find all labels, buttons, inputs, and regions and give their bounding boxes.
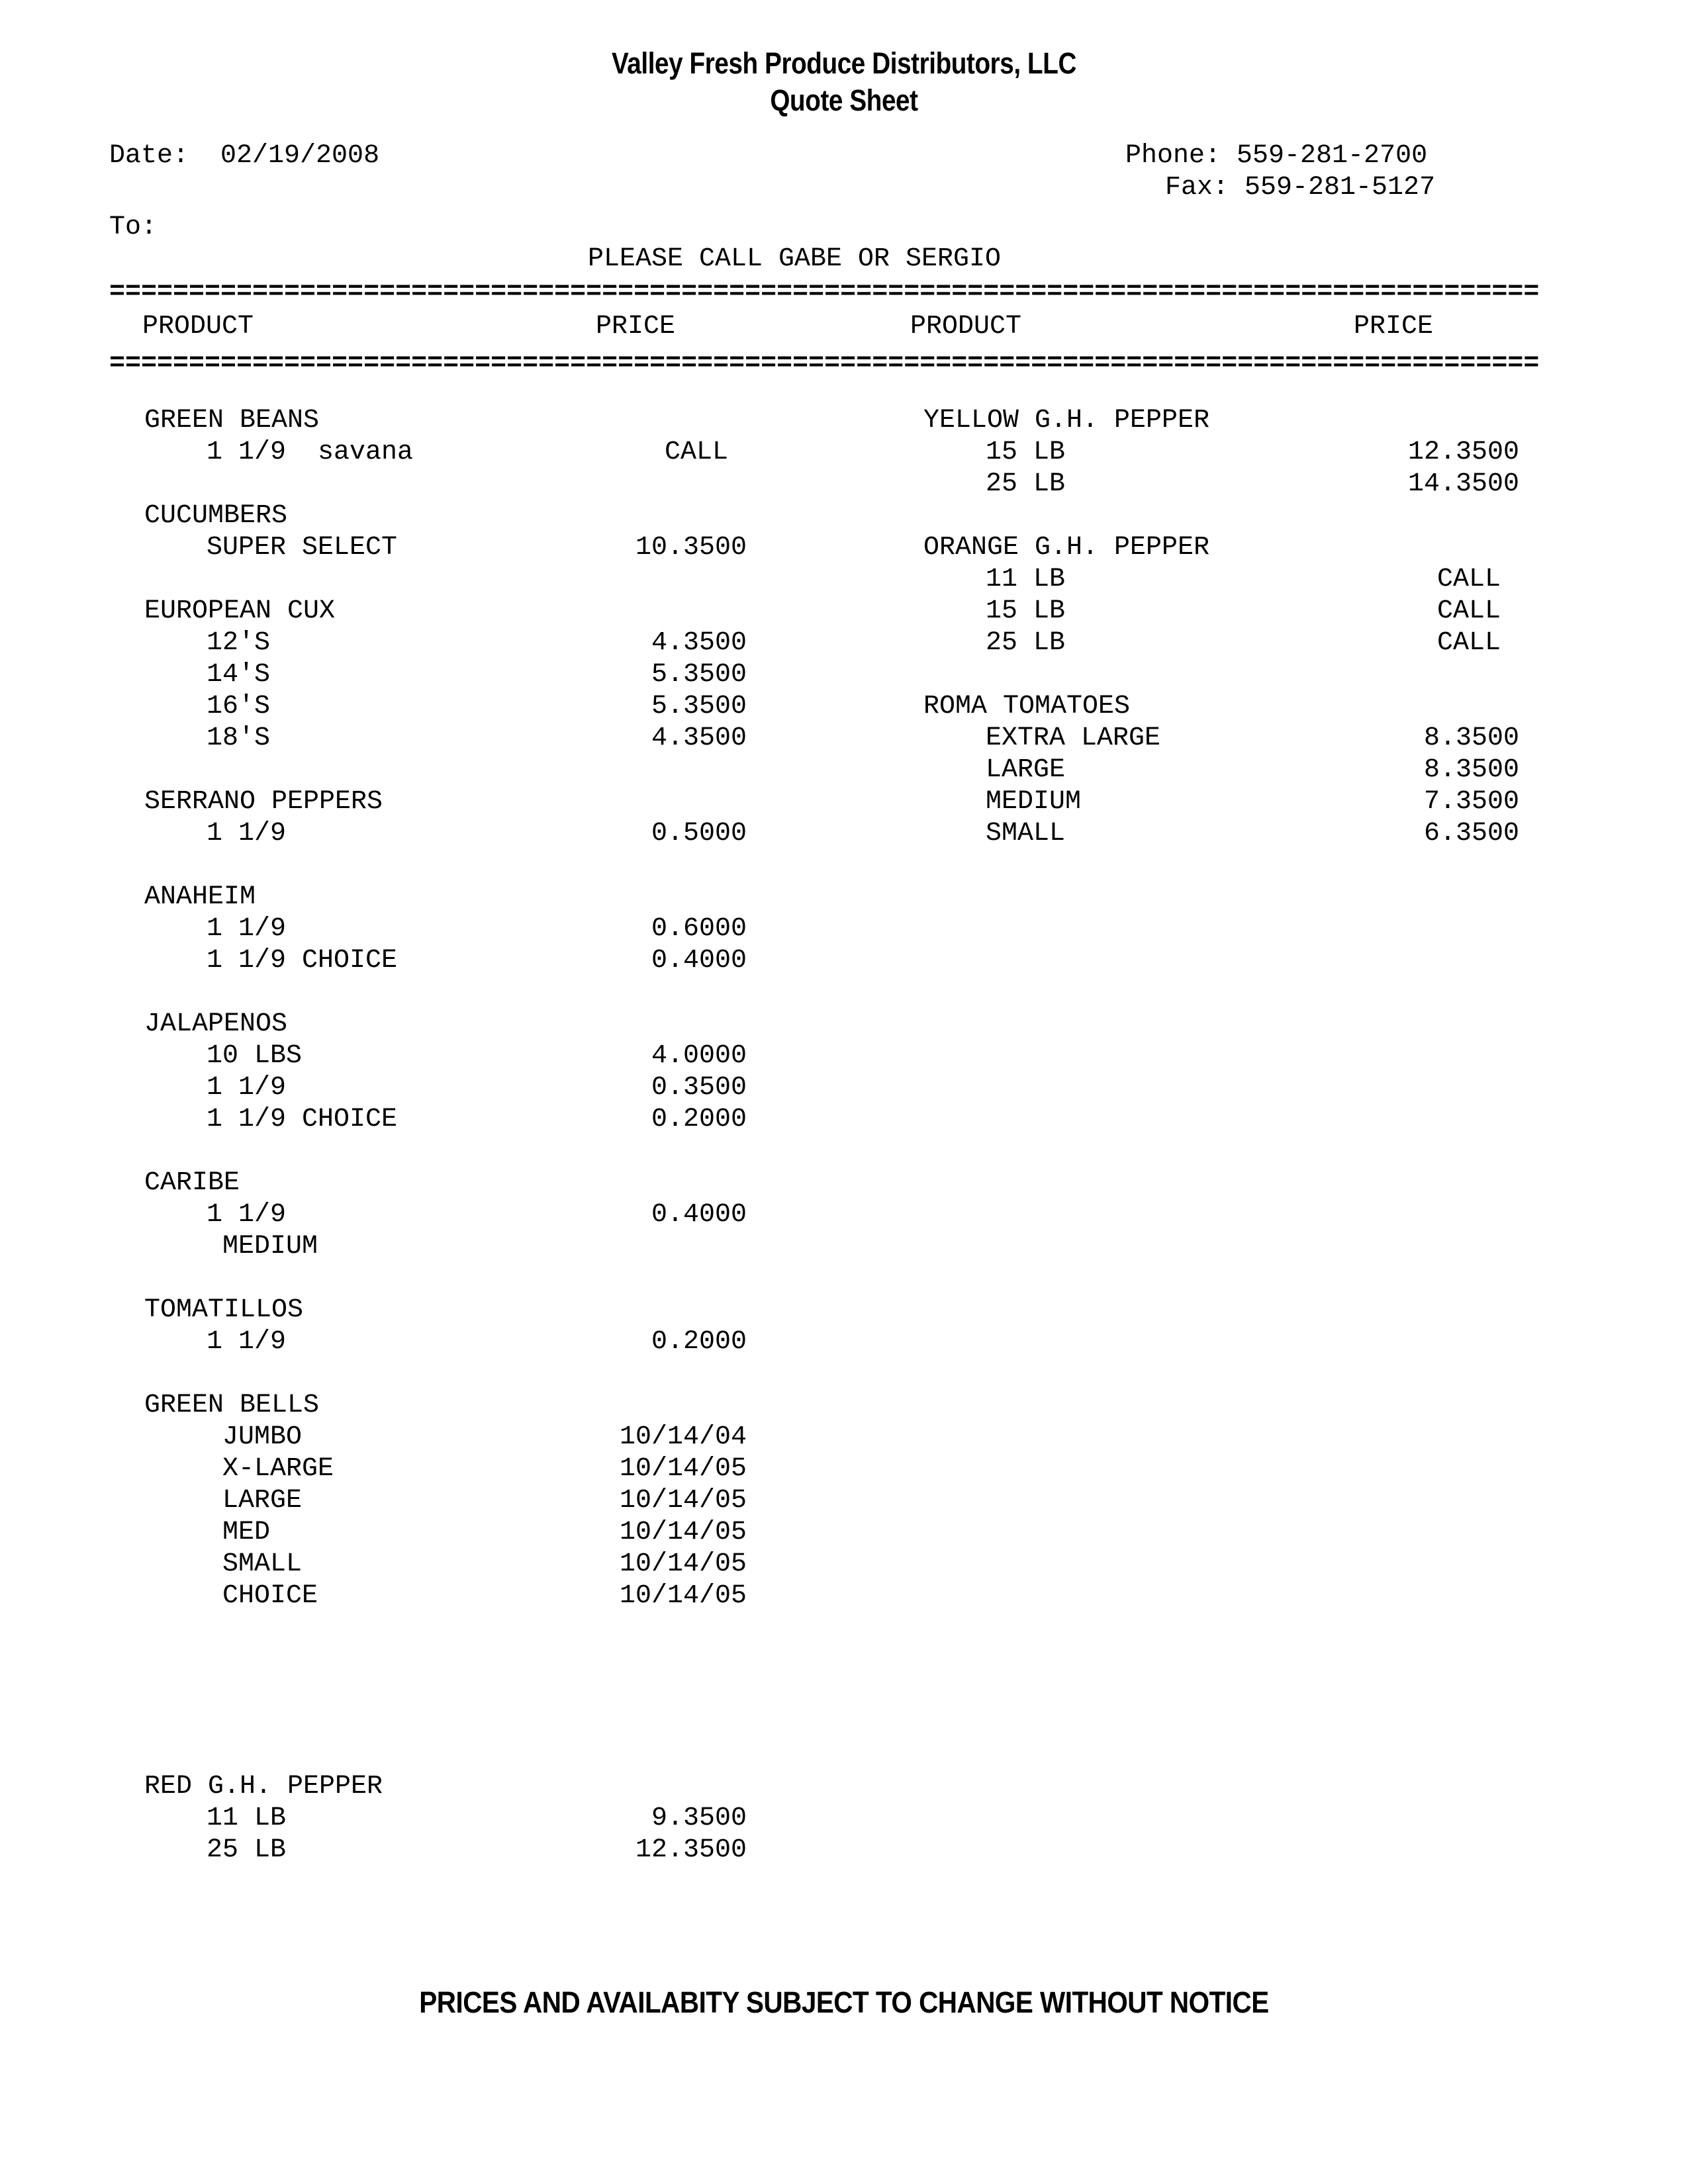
- product-price-value: 5.3500: [651, 692, 747, 721]
- to-label: To:: [109, 212, 158, 242]
- product-row: [144, 1422, 747, 1453]
- product-row: [144, 1072, 747, 1104]
- product-row: [923, 627, 1519, 659]
- product-size-label: 1 1/9: [207, 914, 287, 944]
- product-price-value: 4.0000: [651, 1041, 747, 1071]
- product-row: [144, 1485, 747, 1517]
- product-price-value: 9.3500: [651, 1803, 747, 1833]
- product-row: [144, 1517, 747, 1549]
- product-group: [144, 405, 747, 469]
- product-row: [144, 913, 747, 945]
- product-row: [144, 437, 747, 469]
- product-row: [144, 945, 747, 977]
- product-price-value: 10/14/04: [619, 1422, 747, 1452]
- product-price-value: 0.2000: [651, 1105, 747, 1134]
- product-price-value: 0.6000: [651, 914, 747, 944]
- product-group: [144, 596, 747, 754]
- product-group: [144, 882, 747, 977]
- product-price-value: 0.4000: [651, 946, 747, 976]
- product-row: [144, 1199, 747, 1231]
- product-size-label: 1 1/9: [207, 1073, 287, 1103]
- product-price-value: 14.3500: [1407, 469, 1519, 499]
- product-size-label: 12'S: [207, 628, 271, 658]
- product-group: [923, 405, 1519, 500]
- product-price-call: CALL: [1436, 628, 1501, 658]
- product-row: [923, 564, 1519, 596]
- product-row: [144, 818, 747, 850]
- product-row: [144, 1580, 747, 1612]
- product-group: [144, 786, 747, 850]
- company-name: Valley Fresh Produce Distributors, LLC: [612, 46, 1076, 80]
- product-group: [144, 1390, 747, 1612]
- date-line: Date: 02/19/2008: [109, 141, 380, 171]
- product-group: [144, 1295, 747, 1358]
- product-row: [144, 1803, 747, 1835]
- product-price-value: 10/14/05: [619, 1518, 747, 1547]
- product-group: [144, 1009, 747, 1136]
- product-size-label: 11 LB: [986, 565, 1066, 594]
- product-group-name: SERRANO PEPPERS: [144, 787, 383, 817]
- product-group: [144, 1167, 747, 1263]
- product-group-name: GREEN BELLS: [144, 1390, 320, 1420]
- product-price-value: 10/14/05: [619, 1486, 747, 1516]
- product-group-name: TOMATILLOS: [144, 1295, 304, 1325]
- product-row: [144, 532, 747, 564]
- product-size-label: 25 LB: [986, 469, 1066, 499]
- product-group-name: ROMA TOMATOES: [923, 692, 1131, 721]
- product-size-label: X-LARGE: [207, 1454, 334, 1484]
- product-group-name: CUCUMBERS: [144, 501, 288, 531]
- product-row: [144, 1040, 747, 1072]
- product-size-label: 25 LB: [986, 628, 1066, 658]
- product-size-label: 1 1/9 CHOICE: [207, 1105, 398, 1134]
- product-size-label: CHOICE: [207, 1581, 318, 1611]
- product-price-value: 12.3500: [1407, 437, 1519, 467]
- product-row: [923, 596, 1519, 627]
- product-price-value: 10/14/05: [619, 1549, 747, 1579]
- product-size-label: 1 1/9: [207, 1200, 287, 1230]
- product-price-value: 10.3500: [635, 533, 747, 563]
- product-price-call: CALL: [1436, 565, 1501, 594]
- product-size-label: 1 1/9: [207, 819, 287, 848]
- product-size-label: 1 1/9 savana: [207, 437, 414, 467]
- product-row: [144, 627, 747, 659]
- product-row: [923, 723, 1519, 754]
- product-price-value: 5.3500: [651, 660, 747, 690]
- product-price-value: 10/14/05: [619, 1454, 747, 1484]
- product-row: [144, 1549, 747, 1580]
- product-size-label: 15 LB: [986, 596, 1066, 626]
- product-size-label: LARGE: [986, 755, 1066, 785]
- product-row: [144, 659, 747, 691]
- product-size-label: 10 LBS: [207, 1041, 303, 1071]
- column-header-price-left: PRICE: [596, 312, 676, 341]
- product-row: [144, 723, 747, 754]
- product-price-value: 0.4000: [651, 1200, 747, 1230]
- call-note: PLEASE CALL GABE OR SERGIO: [587, 244, 1002, 274]
- product-group-name: ORANGE G.H. PEPPER: [923, 533, 1210, 563]
- product-group-name: ANAHEIM: [144, 882, 256, 912]
- product-size-label: JUMBO: [207, 1422, 303, 1452]
- product-group: [923, 691, 1519, 850]
- product-size-label: 15 LB: [986, 437, 1066, 467]
- price-change-notice: PRICES AND AVAILABITY SUBJECT TO CHANGE WITHOUT NOTICE: [419, 1985, 1269, 2019]
- product-price-value: 0.3500: [651, 1073, 747, 1103]
- phone-line: Phone: 559-281-2700: [1125, 141, 1428, 171]
- product-row: [144, 1231, 747, 1263]
- table-rule-bottom: ==========================================================================================: [109, 349, 1540, 379]
- product-group-name: CARIBE: [144, 1168, 240, 1198]
- product-row: [923, 754, 1519, 786]
- product-row: [923, 469, 1519, 500]
- product-group: [144, 1771, 747, 1866]
- product-row: [923, 786, 1519, 818]
- product-group-name: YELLOW G.H. PEPPER: [923, 406, 1210, 435]
- product-group: [923, 532, 1519, 659]
- product-price-call: CALL: [664, 437, 728, 467]
- product-price-value: 4.3500: [651, 628, 747, 658]
- product-size-label: 25 LB: [207, 1835, 287, 1865]
- product-size-label: 18'S: [207, 723, 271, 753]
- product-price-value: 0.2000: [651, 1327, 747, 1357]
- product-size-label: LARGE: [207, 1486, 303, 1516]
- product-size-label: 1 1/9 CHOICE: [207, 946, 398, 976]
- product-price-value: 8.3500: [1423, 723, 1519, 753]
- product-price-value: 12.3500: [635, 1835, 747, 1865]
- product-size-label: 11 LB: [207, 1803, 287, 1833]
- product-size-label: SUPER SELECT: [207, 533, 398, 563]
- product-row: [144, 1453, 747, 1485]
- product-price-value: 8.3500: [1423, 755, 1519, 785]
- product-price-call: CALL: [1436, 596, 1501, 626]
- product-price-value: 10/14/05: [619, 1581, 747, 1611]
- product-group-name: EUROPEAN CUX: [144, 596, 336, 626]
- list-spacer: [144, 1644, 747, 1771]
- product-size-label: MEDIUM: [207, 1232, 318, 1261]
- product-row: [923, 437, 1519, 469]
- product-row: [144, 1835, 747, 1866]
- table-rule-top: ==========================================================================================: [109, 277, 1540, 307]
- product-group-name: GREEN BEANS: [144, 406, 320, 435]
- product-size-label: MEDIUM: [986, 787, 1082, 817]
- product-group: [144, 500, 747, 564]
- product-list-right: [923, 405, 1519, 850]
- product-price-value: 7.3500: [1423, 787, 1519, 817]
- column-header-price-right: PRICE: [1354, 312, 1434, 341]
- document-type: Quote Sheet: [770, 83, 918, 117]
- product-row: [144, 1326, 747, 1358]
- product-size-label: 16'S: [207, 692, 271, 721]
- product-price-value: 4.3500: [651, 723, 747, 753]
- product-size-label: MED: [207, 1518, 271, 1547]
- product-row: [144, 691, 747, 723]
- product-group-name: JALAPENOS: [144, 1009, 288, 1039]
- product-size-label: SMALL: [986, 819, 1066, 848]
- product-row: [144, 1104, 747, 1136]
- column-header-product-right: PRODUCT: [910, 312, 1022, 341]
- product-size-label: 1 1/9: [207, 1327, 287, 1357]
- product-list-left: [144, 405, 747, 1866]
- product-size-label: SMALL: [207, 1549, 303, 1579]
- product-size-label: 14'S: [207, 660, 271, 690]
- fax-line: Fax: 559-281-5127: [1165, 173, 1436, 203]
- product-group-name: RED G.H. PEPPER: [144, 1772, 383, 1801]
- product-price-value: 0.5000: [651, 819, 747, 848]
- product-row: [923, 818, 1519, 850]
- product-price-value: 6.3500: [1423, 819, 1519, 848]
- product-size-label: EXTRA LARGE: [986, 723, 1161, 753]
- column-header-product-left: PRODUCT: [142, 312, 254, 341]
